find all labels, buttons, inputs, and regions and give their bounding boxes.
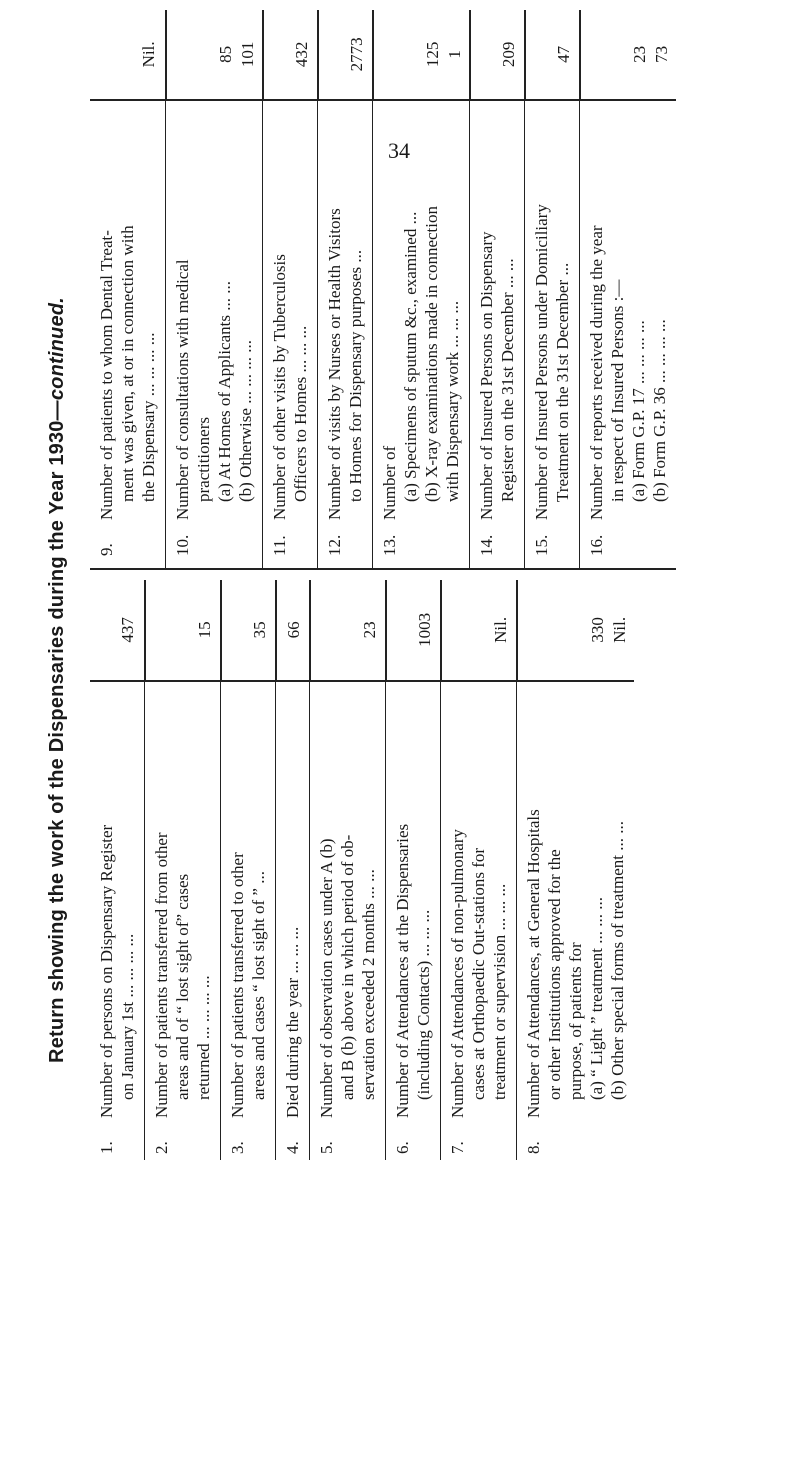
row-text	[269, 254, 311, 520]
row-number: 16.	[587, 534, 606, 556]
row-description	[441, 681, 517, 1160]
row-text-line: Number of Attendances, at General Hospitals	[524, 809, 543, 1118]
row-text-line: Number of Attendances at the Dispensaries	[393, 823, 412, 1118]
row-value	[517, 580, 635, 681]
table-row	[90, 10, 166, 569]
row-text	[172, 259, 256, 520]
row-value	[166, 10, 263, 100]
row-value	[263, 10, 318, 100]
row-text	[476, 232, 518, 520]
row-text-line: Died during the year ... ... ...	[283, 926, 302, 1118]
row-text	[531, 204, 573, 520]
row-description	[276, 681, 310, 1160]
row-text-line: Number of Insured Persons on Dispensary	[477, 231, 496, 520]
row-text-line: treatment or supervision ... ... ...	[490, 883, 509, 1100]
row-text-line: returned ... ... ... ...	[194, 975, 213, 1100]
table-row	[145, 580, 221, 1160]
row-value-text: 209	[498, 41, 518, 68]
row-text-line: the Dispensary ... ... ... ...	[139, 332, 158, 502]
row-value	[470, 10, 525, 100]
row-description	[373, 100, 470, 569]
row-description	[580, 100, 677, 569]
row-description	[263, 100, 318, 569]
row-description	[90, 100, 166, 569]
row-number: 9.	[97, 543, 116, 556]
row-text-line: areas and cases “ lost sight of ” ...	[249, 871, 268, 1100]
row-text-line: (a) At Homes of Applicants ... ...	[215, 281, 234, 502]
row-value-line: 1	[444, 50, 464, 59]
row-value-text: 47	[553, 45, 573, 63]
row-description	[221, 681, 276, 1160]
row-value	[145, 580, 221, 681]
row-value-line: 73	[651, 45, 671, 63]
row-value	[310, 580, 386, 681]
row-number: 7.	[448, 1141, 467, 1154]
row-text-line: ment was given, at or in connection with	[118, 225, 137, 502]
row-value-line: Nil.	[609, 616, 629, 643]
left-table	[90, 580, 634, 1160]
row-value-text: Nil.	[139, 41, 158, 68]
row-text-line: Number of other visits by Tuberculosis	[270, 254, 289, 520]
row-description	[166, 100, 263, 569]
row-value	[90, 10, 166, 100]
row-number: 8.	[524, 1141, 543, 1154]
row-text-line: (b) Form G.P. 36 ... ... ... ...	[650, 319, 669, 502]
row-text-line: Number of visits by Nurses or Health Visitors	[325, 208, 344, 520]
row-text-line: Number of reports received during the year	[587, 225, 606, 520]
row-value	[373, 10, 470, 100]
row-description	[145, 681, 221, 1160]
row-description	[310, 681, 386, 1160]
row-value-text: 15	[194, 621, 214, 639]
row-text-line: and B (b) above in which period of ob-	[338, 834, 357, 1100]
row-text	[447, 829, 510, 1118]
right-table	[90, 10, 676, 570]
row-number: 15.	[532, 534, 551, 556]
row-text-line: servation exceeded 2 months ... ...	[359, 869, 378, 1100]
row-number: 6.	[393, 1141, 412, 1154]
row-text-line: (b) Other special forms of treatment ... ...	[608, 821, 627, 1100]
row-value	[318, 10, 373, 100]
title-main: Return showing the work of the Dispensaries during the Year 1930	[46, 420, 68, 1063]
table-row	[386, 580, 441, 1160]
row-text	[324, 208, 366, 520]
table-row	[318, 10, 373, 569]
table-row	[470, 10, 525, 569]
row-description	[386, 681, 441, 1160]
row-value-text: 23	[359, 621, 379, 639]
row-text-line: or other Institutions approved for the	[545, 849, 564, 1100]
row-value-line: 85	[215, 45, 235, 63]
row-number: 3.	[228, 1141, 247, 1154]
title-suffix: —continued.	[46, 297, 68, 421]
row-text-line: Number of	[380, 445, 399, 520]
row-value	[221, 580, 276, 681]
row-text	[523, 809, 628, 1118]
row-text	[96, 825, 138, 1118]
row-value-text: 432	[291, 41, 311, 68]
row-value	[580, 10, 677, 100]
row-text	[227, 852, 269, 1118]
row-value-line: 330	[587, 617, 607, 643]
row-text-line: Number of patients to whom Dental Treat-	[97, 230, 116, 520]
row-value-line: 125	[422, 41, 442, 68]
row-text	[392, 824, 434, 1118]
row-text	[379, 206, 463, 520]
row-text-line: with Dispensary work ... ... ...	[443, 300, 462, 502]
row-number: 11.	[270, 535, 289, 556]
row-text-line: in respect of Insured Persons :—	[608, 279, 627, 502]
row-value	[276, 580, 310, 681]
row-value-text: Nil.	[490, 616, 510, 643]
row-text-line: (a) “ Light ” treatment ... ... ...	[587, 897, 606, 1100]
row-number: 5.	[317, 1141, 336, 1154]
row-number: 12.	[325, 534, 344, 556]
row-value	[525, 10, 580, 100]
row-value	[386, 580, 441, 681]
row-text-line: (a) Specimens of sputum &c., examined ...	[401, 211, 420, 502]
row-text	[586, 225, 670, 520]
row-text-line: Number of consultations with medical	[173, 259, 192, 520]
row-text-line: Number of Insured Persons under Domiciliary	[532, 204, 551, 520]
row-value-line: 23	[629, 45, 649, 63]
row-value-text: 1003	[414, 612, 434, 647]
row-value-text: 2773	[346, 37, 366, 72]
row-description	[470, 100, 525, 569]
table-row	[310, 580, 386, 1160]
row-text-line: (b) X-ray examinations made in connection	[422, 206, 441, 502]
row-text-line: Officers to Homes ... ... ...	[291, 325, 310, 502]
row-text	[316, 835, 379, 1118]
row-text	[151, 832, 214, 1118]
row-number: 13.	[380, 534, 399, 556]
table-row	[166, 10, 263, 569]
row-value	[90, 580, 145, 681]
row-text-line: to Homes for Dispensary purposes ...	[346, 249, 365, 502]
row-text-line: (a) Form G.P. 17 ... ... ... ...	[629, 320, 648, 502]
row-value-text: 437	[118, 617, 137, 643]
row-description	[90, 681, 145, 1160]
row-description	[318, 100, 373, 569]
table-row	[580, 10, 677, 569]
row-value-text: 66	[283, 621, 303, 639]
row-text-line: practitioners	[194, 417, 213, 502]
table-row	[221, 580, 276, 1160]
row-text	[96, 225, 159, 520]
table-row	[90, 580, 145, 1160]
row-text-line: (b) Otherwise ... ... ... ...	[236, 340, 255, 502]
row-text-line: Treatment on the 31st December ...	[553, 262, 572, 502]
table-row	[441, 580, 517, 1160]
row-description	[525, 100, 580, 569]
row-text-line: areas and of “ lost sight of” cases	[173, 873, 192, 1100]
row-number: 1.	[97, 1141, 116, 1154]
row-text-line: Number of Attendances of non-pulmonary	[448, 829, 467, 1118]
row-description	[517, 681, 635, 1160]
row-number: 4.	[283, 1141, 302, 1154]
table-row	[263, 10, 318, 569]
table-row	[525, 10, 580, 569]
row-text-line: Register on the 31st December ... ...	[498, 258, 517, 502]
table-row	[517, 580, 635, 1160]
row-text-line: on January 1st ... ... ... ...	[118, 933, 137, 1100]
row-number: 2.	[152, 1141, 171, 1154]
row-number: 14.	[477, 534, 496, 556]
page-number: 34	[388, 138, 410, 163]
row-text-line: purpose, of patients for	[566, 942, 585, 1100]
row-value-line: 101	[237, 41, 257, 68]
row-text-line: cases at Orthopaedic Out-stations for	[469, 847, 488, 1100]
row-number: 10.	[173, 534, 192, 556]
row-text-line: (including Contacts) ... ... ...	[414, 909, 433, 1100]
row-text	[282, 927, 303, 1118]
row-text-line: Number of patients transferred to other	[228, 852, 247, 1118]
row-value	[441, 580, 517, 681]
row-text-line: Number of persons on Dispensary Register	[97, 824, 116, 1118]
document-title	[46, 50, 69, 1310]
row-text-line: Number of observation cases under A (b)	[317, 838, 336, 1118]
table-row	[276, 580, 310, 1160]
row-text-line: Number of patients transferred from other	[152, 832, 171, 1118]
table-row	[373, 10, 470, 569]
row-value-text: 35	[249, 621, 269, 639]
